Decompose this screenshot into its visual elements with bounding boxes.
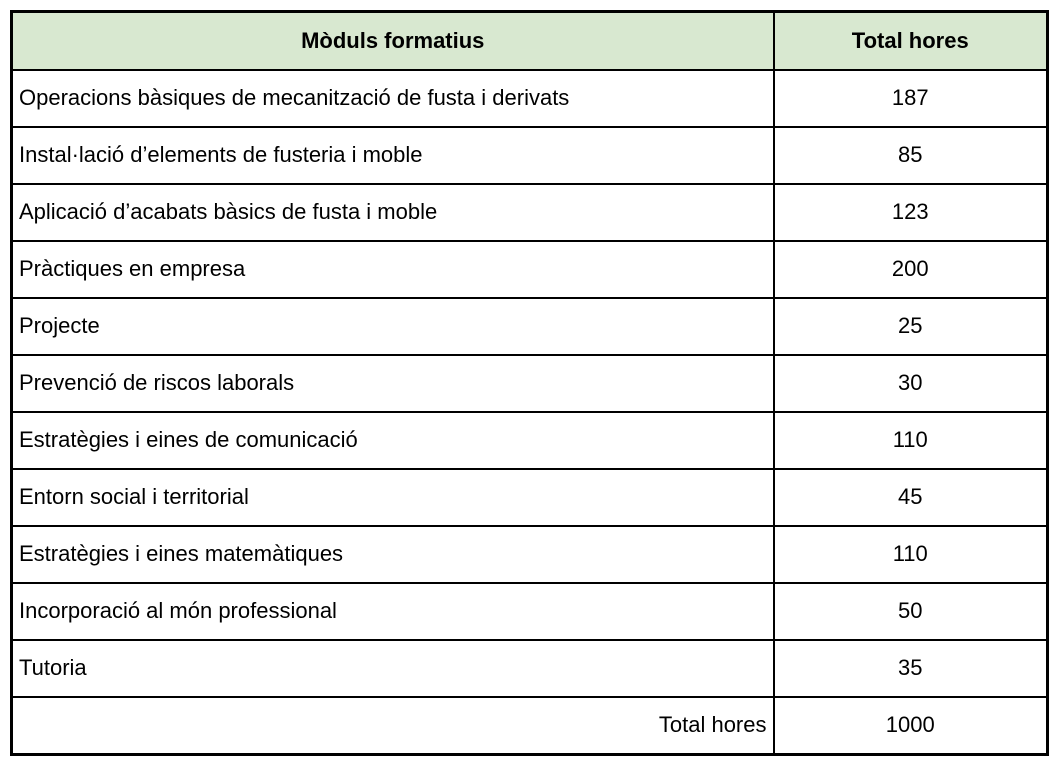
- header-row: [12, 12, 1048, 71]
- hours-cell: 85: [774, 127, 1048, 184]
- hours-cell: 187: [774, 70, 1048, 127]
- module-name-cell: Pràctiques en empresa: [12, 241, 774, 298]
- column-header-hours: Total hores: [774, 12, 1048, 71]
- table-row: [12, 241, 1048, 298]
- hours-cell: 45: [774, 469, 1048, 526]
- total-row: [12, 697, 1048, 755]
- table-row: [12, 298, 1048, 355]
- hours-cell: 110: [774, 412, 1048, 469]
- hours-cell: 35: [774, 640, 1048, 697]
- table-row: [12, 70, 1048, 127]
- module-name-cell: Entorn social i territorial: [12, 469, 774, 526]
- total-label-cell: Total hores: [12, 697, 774, 755]
- module-name-cell: Instal·lació d’elements de fusteria i moble: [12, 127, 774, 184]
- table-row: [12, 184, 1048, 241]
- module-name-cell: Prevenció de riscos laborals: [12, 355, 774, 412]
- module-name-cell: Aplicació d’acabats bàsics de fusta i moble: [12, 184, 774, 241]
- table-row: [12, 355, 1048, 412]
- hours-cell: 110: [774, 526, 1048, 583]
- table-row: [12, 469, 1048, 526]
- hours-cell: 30: [774, 355, 1048, 412]
- module-name-cell: Estratègies i eines de comunicació: [12, 412, 774, 469]
- table-row: [12, 583, 1048, 640]
- module-name-cell: Operacions bàsiques de mecanització de fusta i derivats: [12, 70, 774, 127]
- hours-cell: 50: [774, 583, 1048, 640]
- hours-cell: 25: [774, 298, 1048, 355]
- module-name-cell: Estratègies i eines matemàtiques: [12, 526, 774, 583]
- module-name-cell: Tutoria: [12, 640, 774, 697]
- column-header-modules: Mòduls formatius: [12, 12, 774, 71]
- hours-cell: 123: [774, 184, 1048, 241]
- modules-hours-table: [10, 10, 1049, 756]
- table-row: [12, 640, 1048, 697]
- table-row: [12, 412, 1048, 469]
- module-name-cell: Projecte: [12, 298, 774, 355]
- hours-cell: 200: [774, 241, 1048, 298]
- table-row: [12, 526, 1048, 583]
- module-name-cell: Incorporació al món professional: [12, 583, 774, 640]
- total-value-cell: 1000: [774, 697, 1048, 755]
- table-row: [12, 127, 1048, 184]
